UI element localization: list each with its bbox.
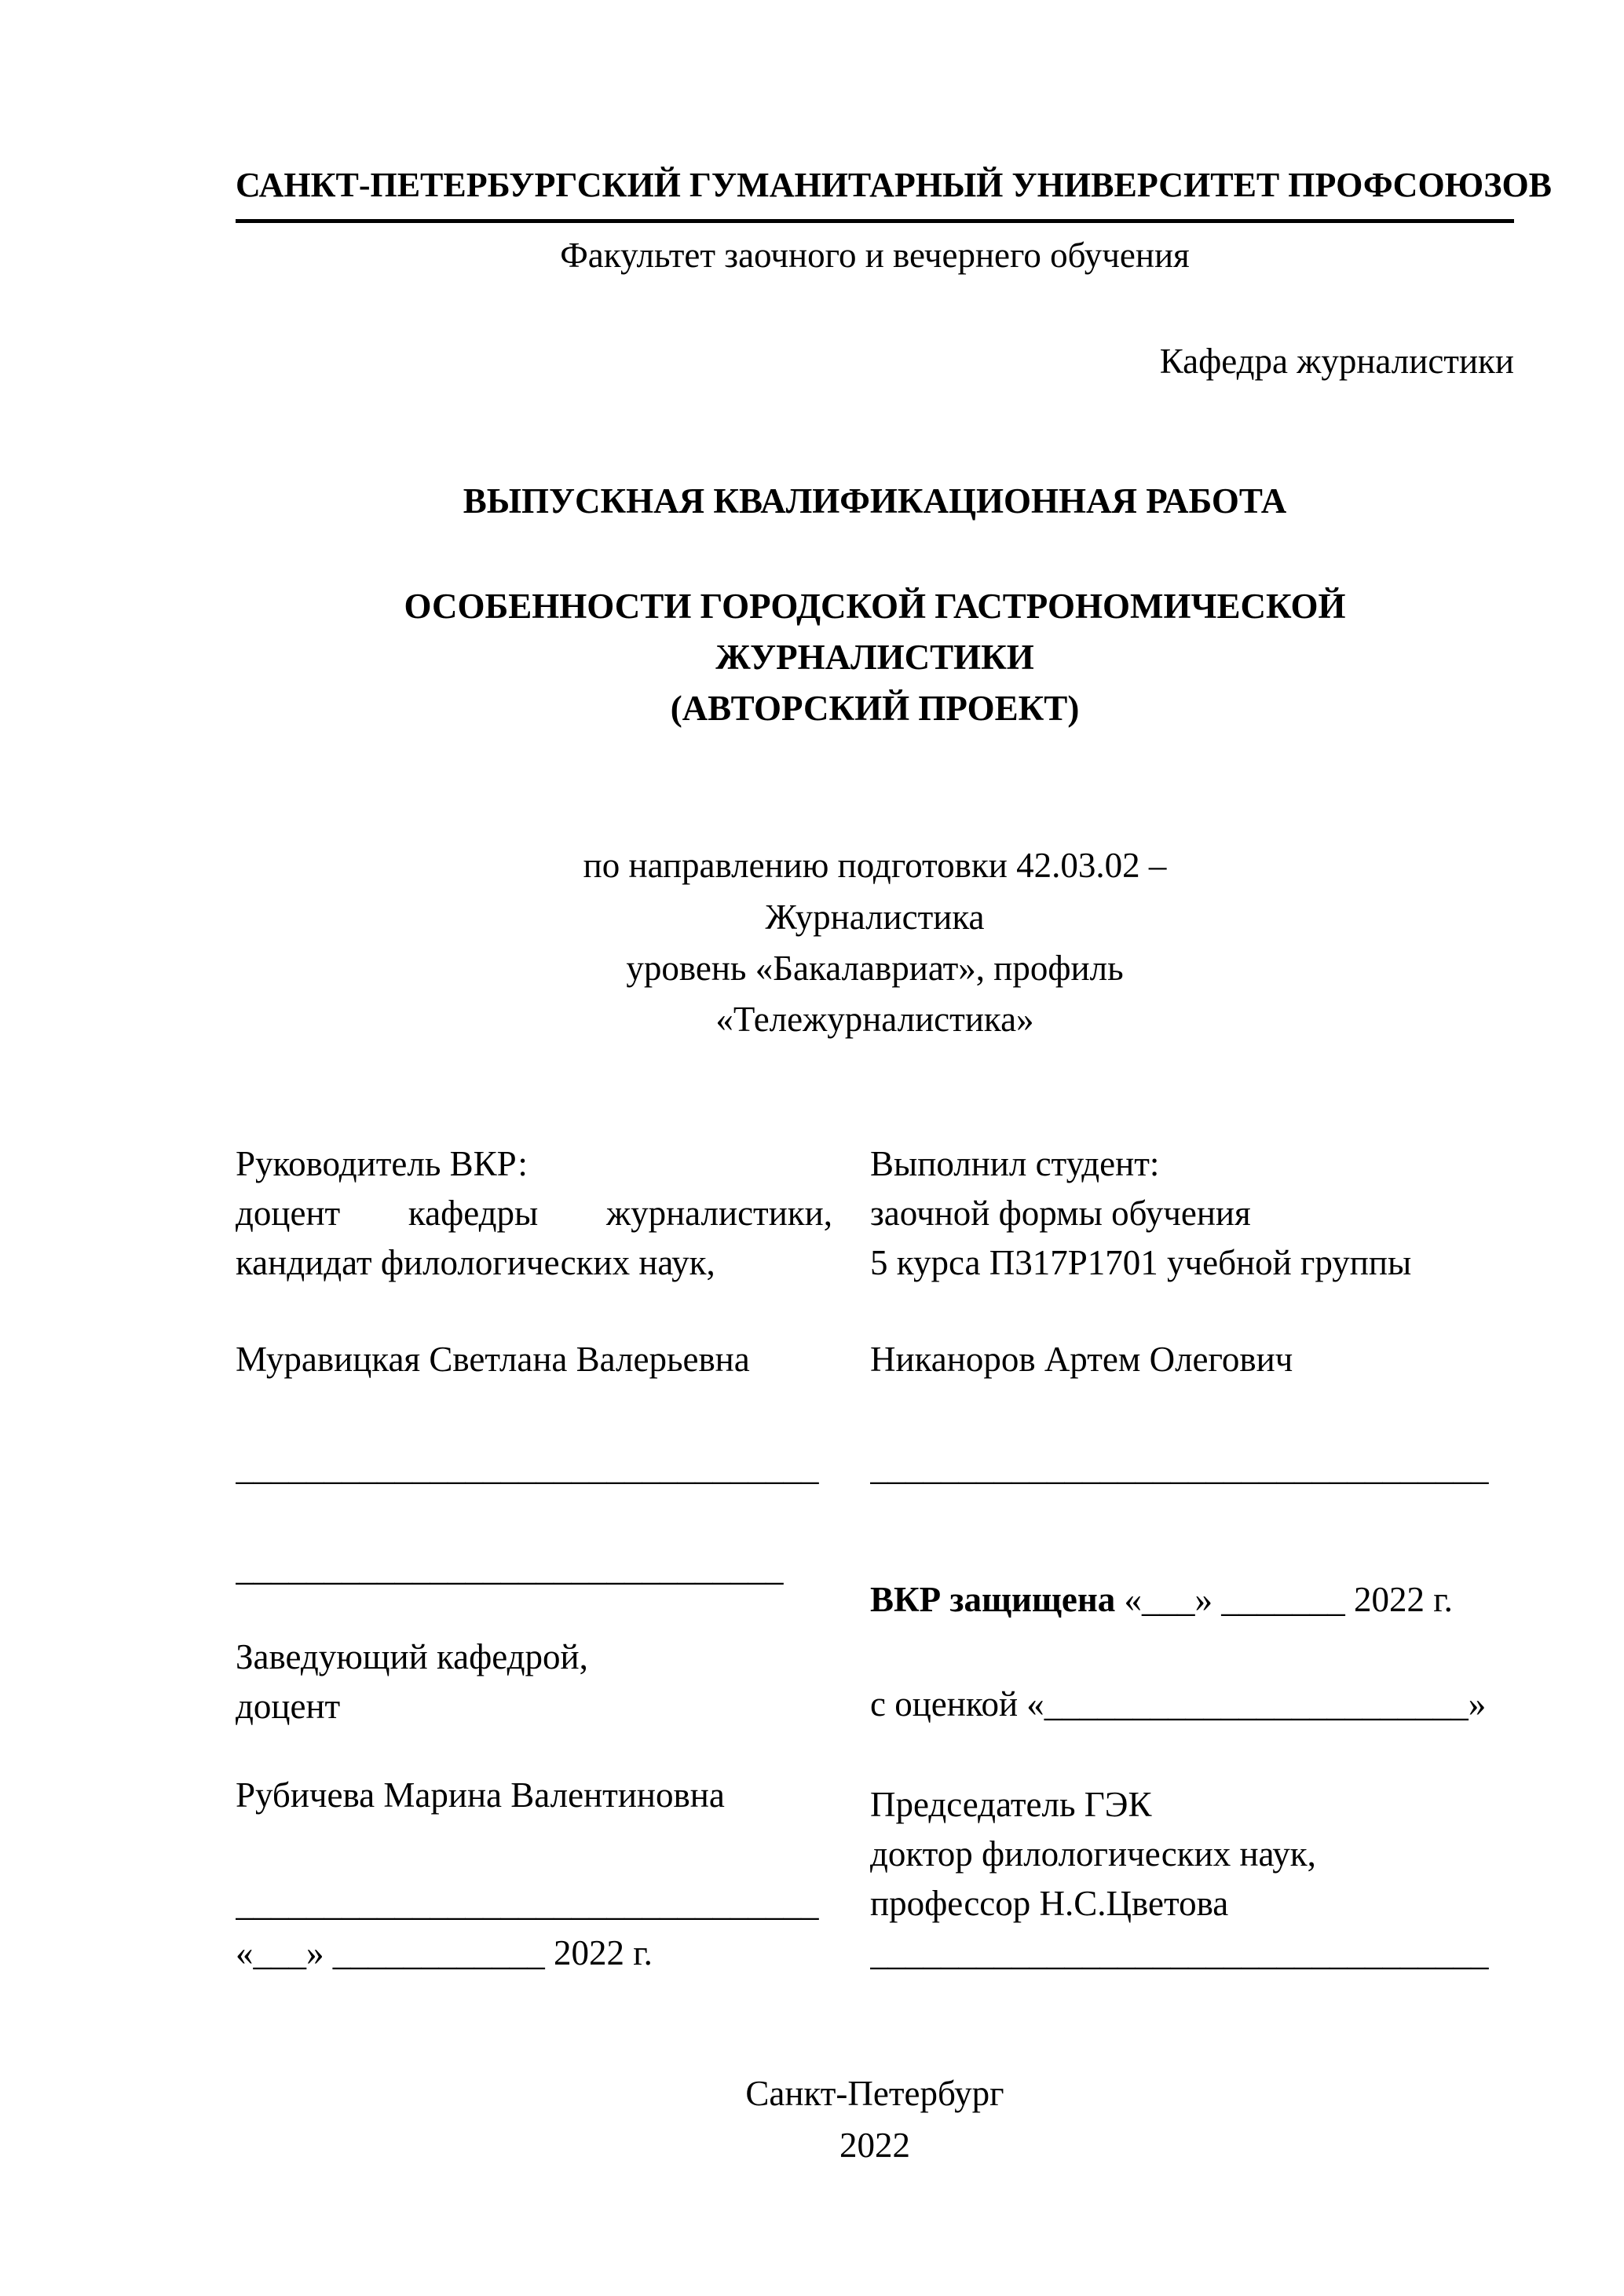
program-line-2: Журналистика [765, 897, 985, 937]
supervisor-column [236, 1139, 832, 1978]
head-position-line-1: Заведующий кафедрой, [236, 1637, 588, 1677]
supervisor-position-line-1: доцент кафедры журналистики, [236, 1194, 832, 1234]
gek-chairman-line-1: Председатель ГЭК [870, 1785, 1152, 1825]
supervisor-heading: Руководитель ВКР: [236, 1144, 528, 1184]
supervisor-position-line-2: кандидат филологических наук, [236, 1243, 715, 1283]
department-name: Кафедра журналистики [1159, 341, 1514, 381]
footer [236, 2068, 1514, 2171]
student-name: Никаноров Артем Олегович [870, 1340, 1293, 1380]
student-signature-line: ___________________________________ [870, 1448, 1489, 1488]
program-info [236, 840, 1514, 1045]
defense-date: «___» _______ 2022 г. [1115, 1580, 1453, 1620]
grade-line: с оценкой «________________________» [870, 1684, 1487, 1724]
thesis-title-line-2: ЖУРНАЛИСТИКИ [715, 637, 1034, 677]
thesis-title [236, 581, 1514, 735]
student-info-line-1: заочной формы обучения [870, 1194, 1251, 1234]
header-rule [236, 219, 1514, 223]
program-line-3: уровень «Бакалавриат», профиль [626, 948, 1124, 988]
gek-chairman-line-3: профессор Н.С.Цветова [870, 1884, 1229, 1924]
footer-city: Санкт-Петербург [745, 2074, 1004, 2114]
university-name: САНКТ-ПЕТЕРБУРГСКИЙ ГУМАНИТАРНЫЙ УНИВЕРСИТЕТ ПРОФСОЮЗОВ [236, 166, 1553, 204]
head-date-line: «___» ____________ 2022 г. [236, 1933, 653, 1973]
head-signature-line: _________________________________ [236, 1884, 819, 1924]
defense-label: ВКР защищена [870, 1580, 1116, 1620]
head-signature-line-top: _______________________________ [236, 1548, 784, 1589]
head-name: Рубичева Марина Валентиновна [236, 1775, 725, 1815]
student-heading: Выполнил студент: [870, 1144, 1160, 1184]
program-line-4: «Тележурналистика» [715, 1000, 1034, 1040]
program-line-1: по направлению подготовки 42.03.02 – [583, 846, 1167, 886]
gek-chairman-line-2: доктор филологических наук, [870, 1834, 1316, 1874]
signature-columns [236, 1139, 1514, 1978]
footer-year: 2022 [839, 2125, 910, 2165]
work-type-heading: ВЫПУСКНАЯ КВАЛИФИКАЦИОННАЯ РАБОТА [463, 481, 1287, 521]
gek-signature-line: ___________________________________ [870, 1933, 1489, 1973]
student-column [870, 1139, 1514, 1978]
supervisor-signature-line: _________________________________ [236, 1448, 819, 1488]
thesis-title-line-3: (АВТОРСКИЙ ПРОЕКТ) [670, 689, 1080, 729]
head-position-line-2: доцент [236, 1687, 341, 1727]
student-info-line-2: 5 курса П317Р1701 учебной группы [870, 1243, 1412, 1283]
thesis-title-line-1: ОСОБЕННОСТИ ГОРОДСКОЙ ГАСТРОНОМИЧЕСКОЙ [404, 586, 1346, 626]
faculty-name: Факультет заочного и вечернего обучения [560, 235, 1190, 275]
supervisor-name: Муравицкая Светлана Валерьевна [236, 1340, 750, 1380]
defense-status-line [870, 1575, 1514, 1625]
